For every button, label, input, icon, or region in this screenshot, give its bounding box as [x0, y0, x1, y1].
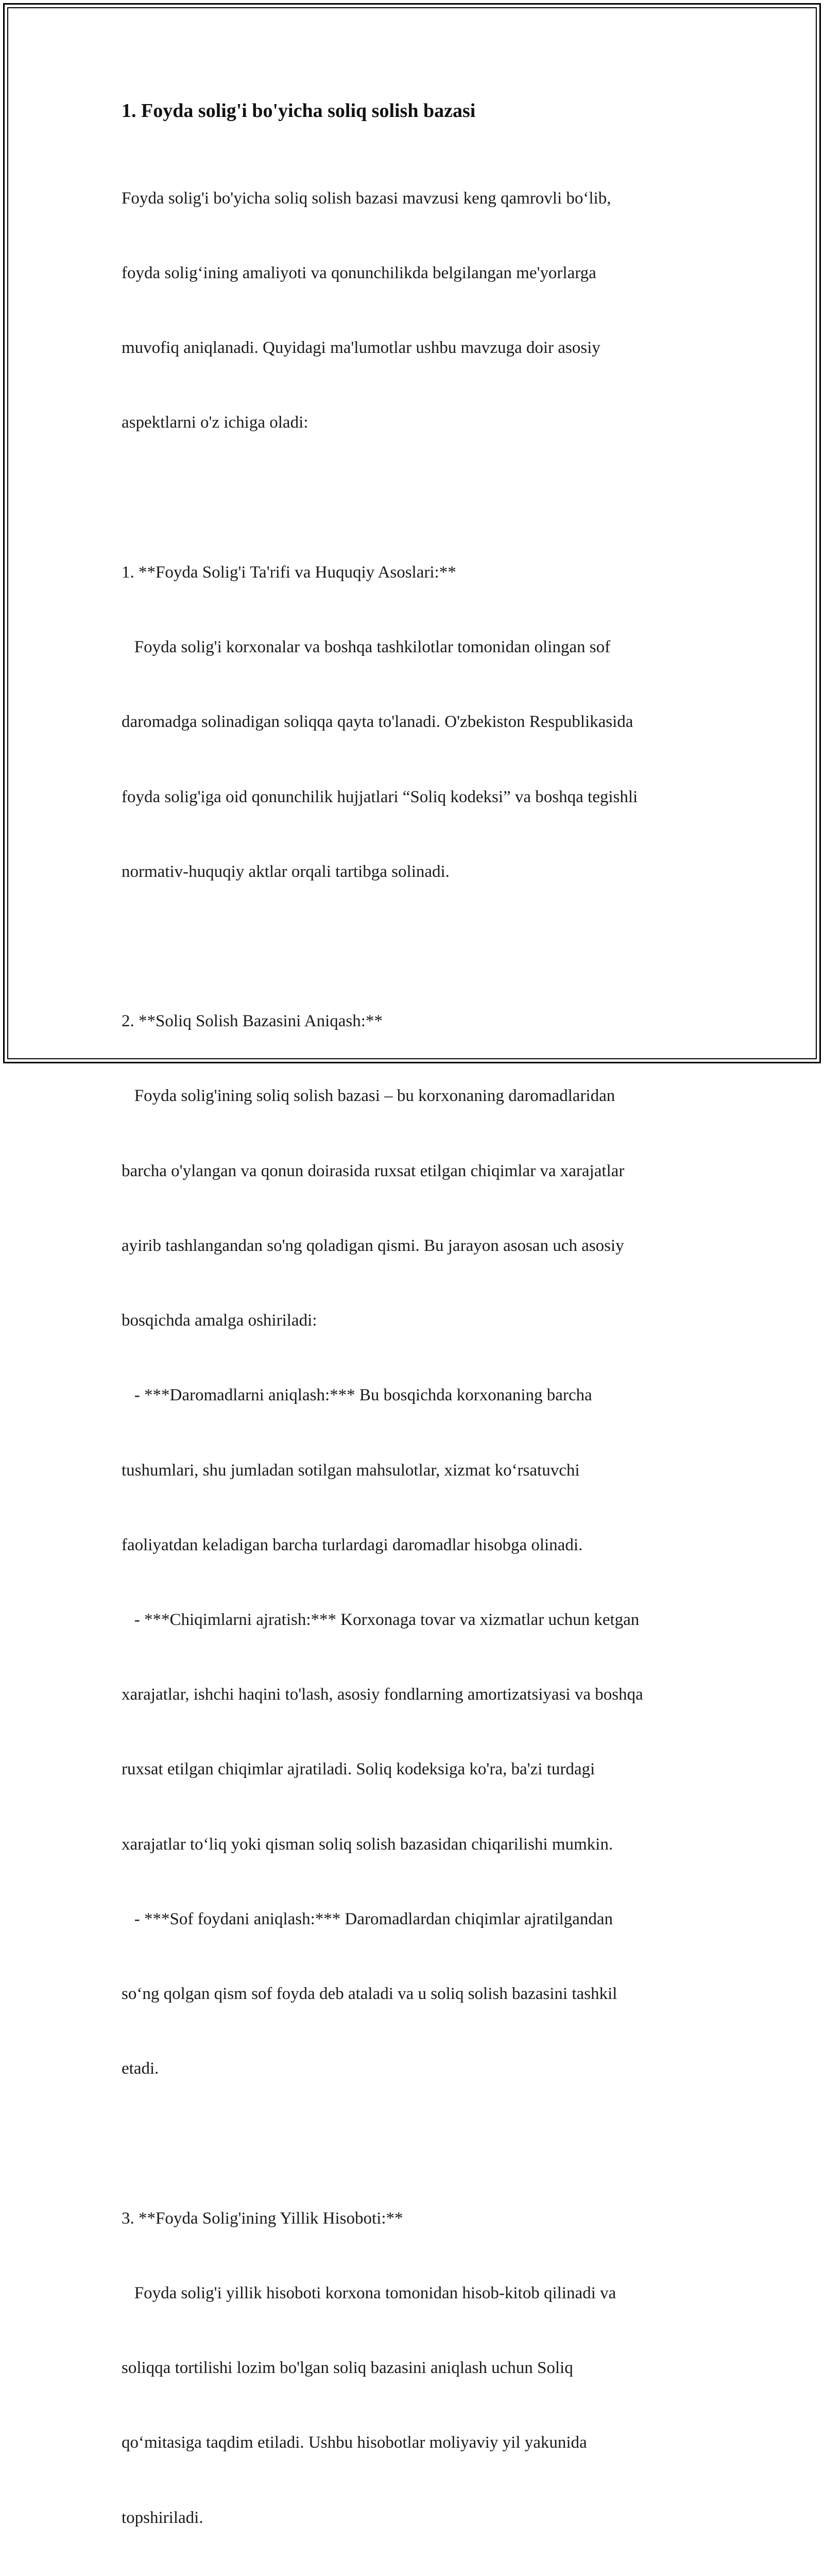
text-line: Foyda solig'i bo'yicha soliq solish bazasi mavzusi keng qamrovli bo‘lib, — [122, 189, 611, 208]
text-line: ruxsat etilgan chiqimlar ajratiladi. Soliq kodeksiga ko'ra, ba'zi turdagi — [122, 1760, 595, 1779]
text-line: etadi. — [122, 2059, 159, 2078]
text-line: muvofiq aniqlanadi. Quyidagi ma'lumotlar ushbu mavzuga doir asosiy — [122, 338, 600, 358]
text-line: tushumlari, shu jumladan sotilgan mahsulotlar, xizmat ko‘rsatuvchi — [122, 1461, 580, 1480]
list-item-line: - ***Chiqimlarni ajratish:*** Korxonaga tovar va xizmatlar uchun ketgan — [122, 1610, 640, 1629]
text-line: xarajatlar, ishchi haqini to'lash, asosiy fondlarning amortizatsiyasi va boshqa — [122, 1685, 643, 1704]
text-line: foyda solig‘ining amaliyoti va qonunchilikda belgilangan me'yorlarga — [122, 264, 596, 283]
text-line: qo‘mitasiga taqdim etiladi. Ushbu hisobotlar moliyaviy yil yakunida — [122, 2433, 587, 2452]
text-line: foyda solig'iga oid qonunchilik hujjatlari “Soliq kodeksi” va boshqa tegishli — [122, 787, 638, 806]
text-line: ayirib tashlangandan so'ng qoladigan qismi. Bu jarayon asosan uch asosiy — [122, 1236, 624, 1255]
text-line: bosqichda amalga oshiriladi: — [122, 1311, 317, 1330]
text-line: so‘ng qolgan qism sof foyda deb ataladi va u soliq solish bazasini tashkil — [122, 1985, 617, 2004]
text-line: topshiriladi. — [122, 2508, 203, 2527]
text-line: barcha o'ylangan va qonun doirasida ruxsat etilgan chiqimlar va xarajatlar — [122, 1161, 625, 1180]
text-line: normativ-huquqiy aktlar orqali tartibga solinadi. — [122, 862, 450, 881]
intro-paragraph — [122, 136, 709, 485]
document-body — [122, 98, 709, 2576]
text-line: xarajatlar to‘liq yoki qisman soliq solish bazasidan chiqarilishi mumkin. — [122, 1835, 613, 1854]
section-title: 3. **Foyda Solig'ining Yillik Hisoboti:** — [122, 2209, 403, 2228]
text-line: Foyda solig'ining soliq solish bazasi – bu korxonaning daromadlaridan — [122, 1087, 615, 1106]
text-line: daromadga solinadigan soliqqa qayta to'lanadi. O'zbekiston Respublikasida — [122, 713, 633, 732]
document-heading: 1. Foyda solig'i bo'yicha soliq solish bazasi — [122, 100, 476, 122]
list-item-line: - ***Daromadlarni aniqlash:*** Bu bosqichda korxonaning barcha — [122, 1386, 592, 1405]
paragraph-gap — [122, 485, 709, 510]
paragraph-gap — [122, 2131, 709, 2156]
text-line: faoliyatdan keladigan barcha turlardagi daromadlar hisobga olinadi. — [122, 1535, 583, 1554]
section-title: 1. **Foyda Solig'i Ta'rifi va Huquqiy Asoslari:** — [122, 563, 456, 582]
section-title: 2. **Soliq Solish Bazasini Aniqash:** — [122, 1012, 383, 1031]
list-item-line: - ***Sof foydani aniqlash:*** Daromadlardan chiqimlar ajratilgandan — [122, 1909, 613, 1928]
section-2 — [122, 959, 709, 2131]
section-3 — [122, 2156, 709, 2576]
text-line: soliqqa tortilishi lozim bo'lgan soliq bazasini aniqlash uchun Soliq — [122, 2359, 573, 2378]
text-line: Foyda solig'i yillik hisoboti korxona tomonidan hisob-kitob qilinadi va — [122, 2283, 616, 2302]
paragraph-gap — [122, 934, 709, 959]
text-line: aspektlarni o'z ichiga oladi: — [122, 413, 308, 432]
text-line: Foyda solig'i korxonalar va boshqa tashkilotlar tomonidan olingan sof — [122, 638, 611, 657]
section-1 — [122, 510, 709, 934]
